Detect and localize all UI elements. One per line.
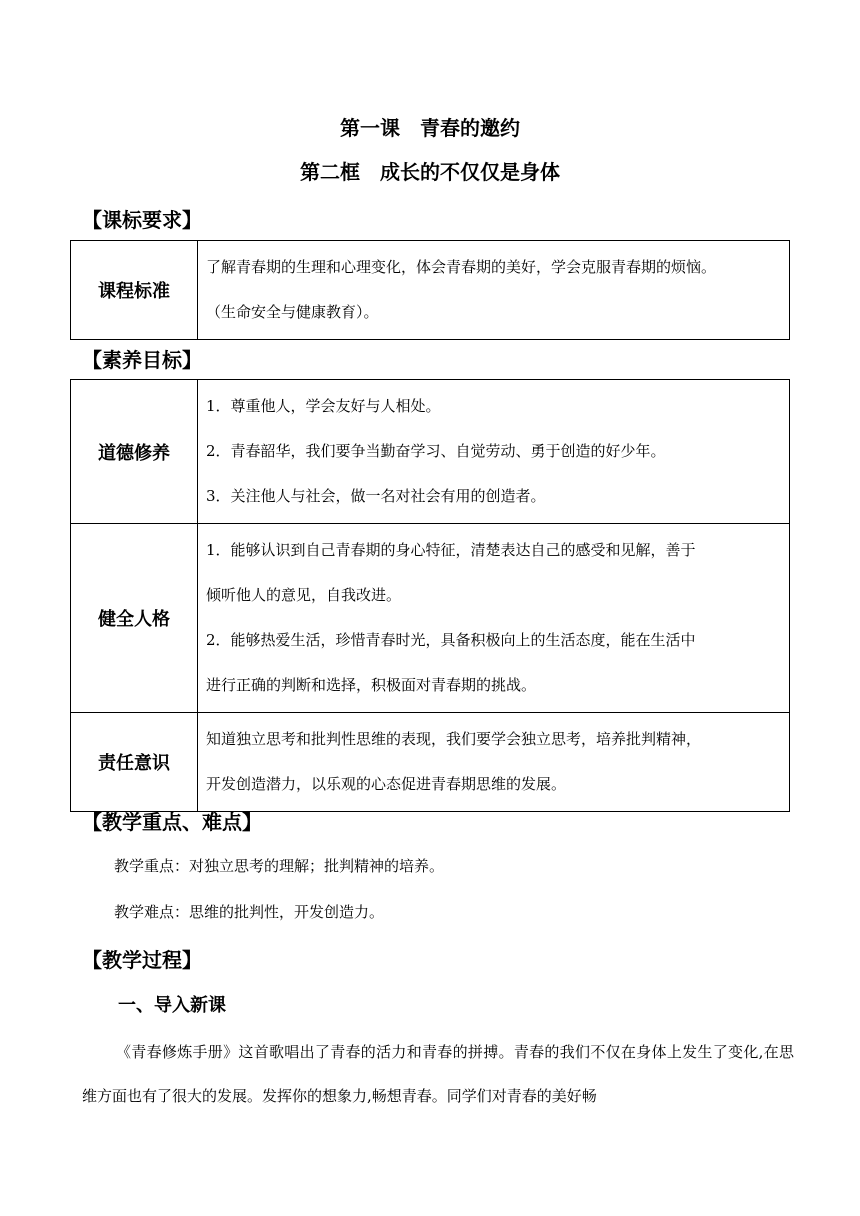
table-row xyxy=(71,713,790,812)
table-row xyxy=(71,241,790,340)
step1-paragraph: 《青春修炼手册》这首歌唱出了青春的活力和青春的拼搏。青春的我们不仅在身体上发生了变化,在思维方面也有了很大的发展。发挥你的想象力,畅想青春。同学们对青春的美好畅 xyxy=(82,1043,794,1105)
literacy-line: 进行正确的判断和选择，积极面对青春期的挑战。 xyxy=(206,676,537,694)
literacy-line: 1．尊重他人，学会友好与人相处。 xyxy=(206,397,441,415)
lesson-title: 第一课 青春的邀约 xyxy=(340,116,520,140)
literacy-line: 1．能够认识到自己青春期的身心特征，清楚表达自己的感受和见解，善于 xyxy=(206,541,696,559)
curriculum-line: 了解青春期的生理和心理变化，体会青春期的美好，学会克服青春期的烦恼。 xyxy=(206,258,717,276)
curriculum-label: 课程标准 xyxy=(71,241,198,340)
curriculum-table xyxy=(70,240,790,340)
teaching-difficulty: 教学难点：思维的批判性，开发创造力。 xyxy=(114,903,385,921)
curriculum-content xyxy=(198,241,790,340)
literacy-content-personality xyxy=(198,524,790,713)
frame-title: 第二框 成长的不仅仅是身体 xyxy=(300,160,560,184)
curriculum-line: （生命安全与健康教育）。 xyxy=(206,303,379,321)
table-row xyxy=(71,524,790,713)
curriculum-heading: 【课标要求】 xyxy=(82,208,202,232)
literacy-line: 2．能够热爱生活，珍惜青春时光，具备积极向上的生活态度，能在生活中 xyxy=(206,631,696,649)
literacy-heading: 【素养目标】 xyxy=(82,348,202,372)
literacy-content-responsibility xyxy=(198,713,790,812)
literacy-label-moral: 道德修养 xyxy=(71,380,198,524)
literacy-line: 3．关注他人与社会，做一名对社会有用的创造者。 xyxy=(206,487,546,505)
process-heading: 【教学过程】 xyxy=(82,948,202,972)
table-row xyxy=(71,380,790,524)
literacy-label-responsibility: 责任意识 xyxy=(71,713,198,812)
literacy-content-moral xyxy=(198,380,790,524)
step1-title: 一、导入新课 xyxy=(118,995,226,1016)
literacy-line: 2．青春韶华，我们要争当勤奋学习、自觉劳动、勇于创造的好少年。 xyxy=(206,442,666,460)
literacy-table xyxy=(70,379,790,812)
key-points-heading: 【教学重点、难点】 xyxy=(82,810,262,834)
literacy-line: 知道独立思考和批判性思维的表现，我们要学会独立思考，培养批判精神， xyxy=(206,730,702,748)
literacy-line: 开发创造潜力，以乐观的心态促进青春期思维的发展。 xyxy=(206,775,567,793)
literacy-label-personality: 健全人格 xyxy=(71,524,198,713)
teaching-focus: 教学重点：对独立思考的理解；批判精神的培养。 xyxy=(114,857,445,875)
literacy-line: 倾听他人的意见，自我改进。 xyxy=(206,586,402,604)
